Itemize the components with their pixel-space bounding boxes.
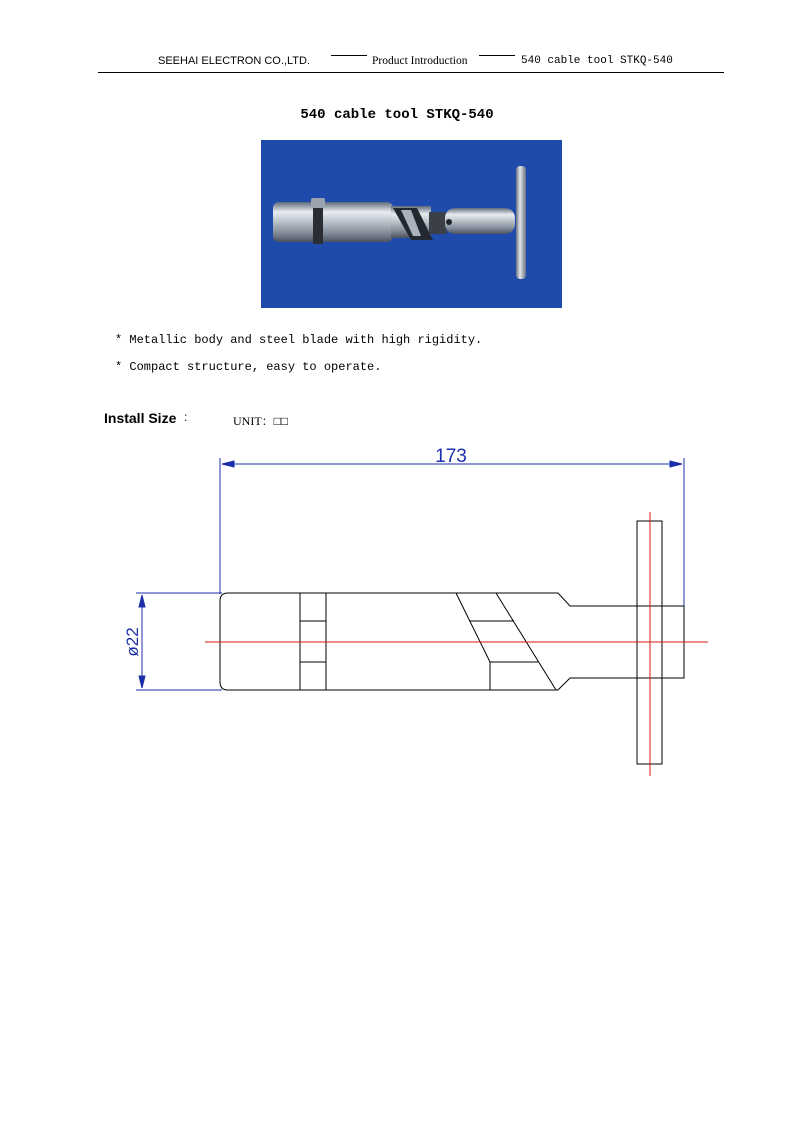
- install-size-colon: :: [184, 410, 188, 424]
- header-section: Product Introduction: [372, 55, 468, 67]
- tool-body: [273, 202, 393, 242]
- product-photo: [261, 140, 562, 308]
- header-product: 540 cable tool STKQ-540: [521, 55, 673, 67]
- page-header: [98, 55, 724, 73]
- centerline: [205, 512, 708, 776]
- length-dimension: [220, 458, 684, 610]
- feature-item: * Metallic body and steel blade with high rigidity.: [115, 333, 483, 347]
- feature-item: * Compact structure, easy to operate.: [115, 360, 382, 374]
- page-title: 540 cable tool STKQ-540: [300, 107, 494, 123]
- unit-label: UNIT：□□: [233, 414, 289, 428]
- header-separator: [479, 55, 515, 56]
- header-separator: [331, 55, 367, 56]
- install-size-label: Install Size: [104, 410, 177, 426]
- diameter-dimension-label: ø22: [123, 627, 142, 657]
- length-dimension-label: 173: [435, 446, 467, 467]
- header-company: SEEHAI ELECTRON CO.,LTD.: [158, 55, 310, 67]
- install-size-drawing: [0, 440, 794, 790]
- tool-handle-bar: [516, 166, 526, 279]
